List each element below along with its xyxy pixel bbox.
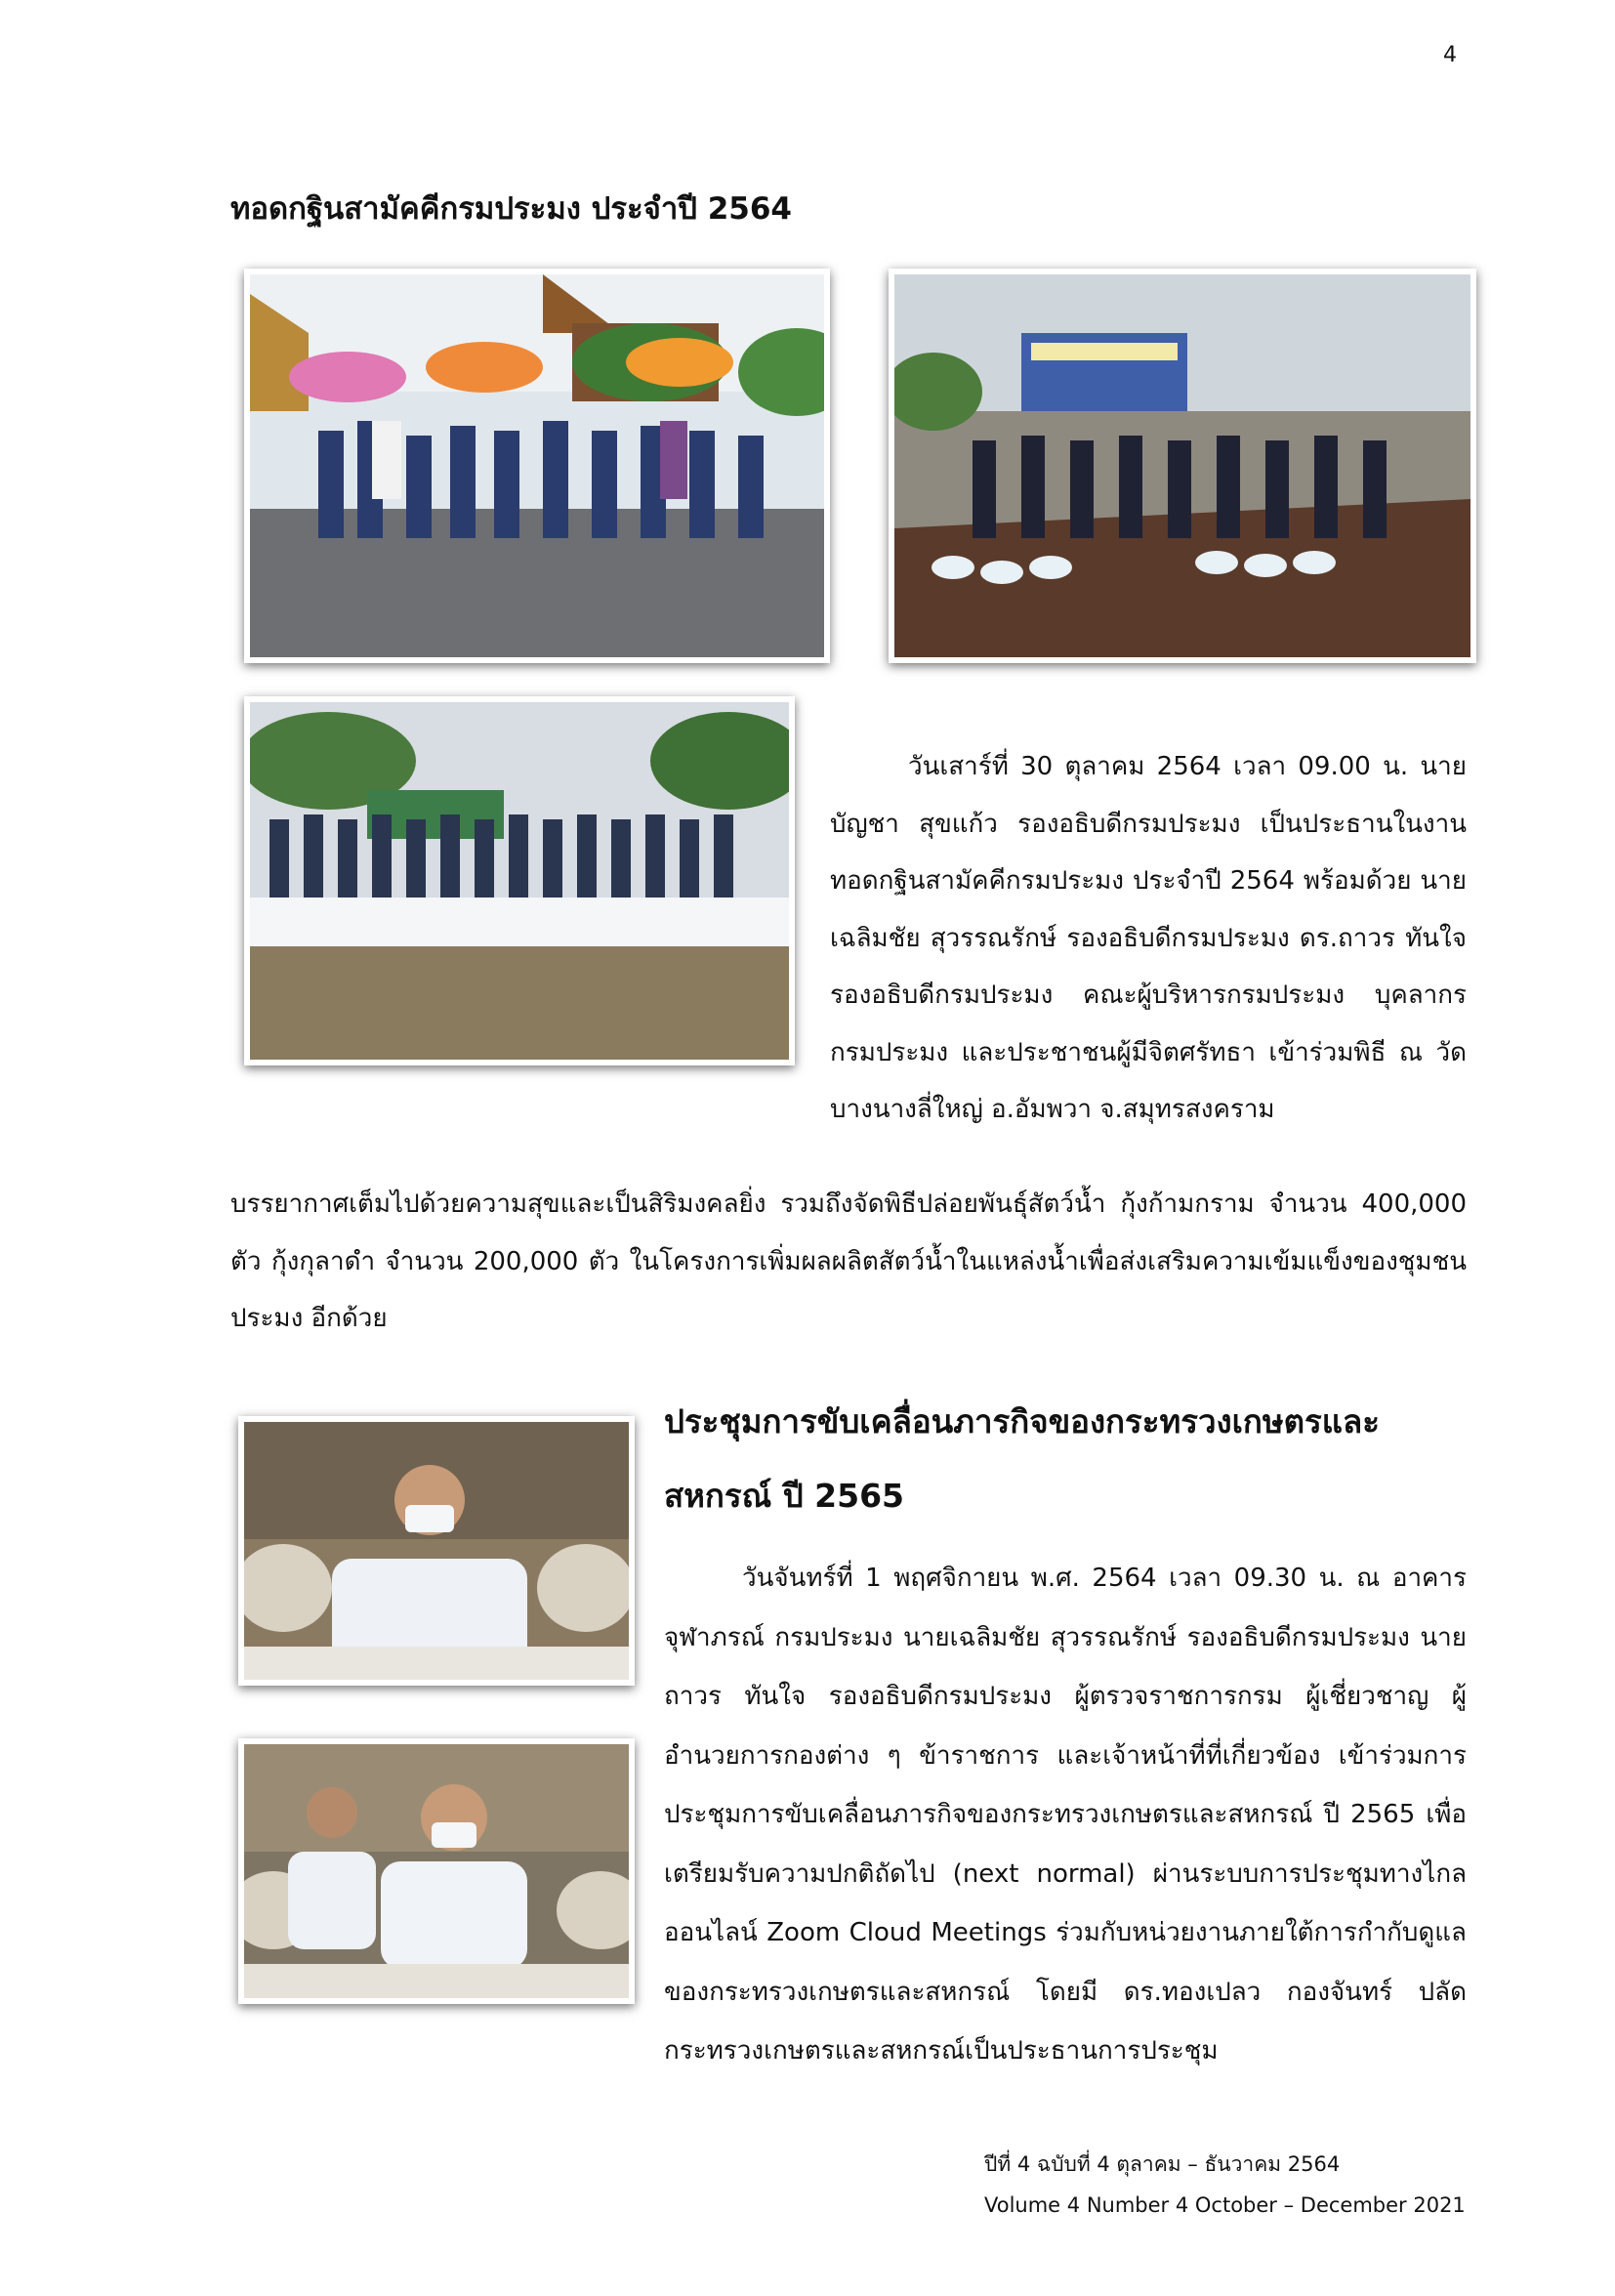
kathin-paragraph-lead: วันเสาร์ที่ 30 ตุลาคม 2564 เวลา 09.00 น. นายบัญชา สุขแก้ว รองอธิบดีกรมประมง เป็นประธานในงาน ทอดกฐินสามัคคีกรมประมง ประจำปี 2564 พร้อมด้วย นายเฉลิมชัย สุวรรณรักษ์ รองอธิบดีกรมประมง ดร.ถาวร ทันใจ รองอธิบดีกรมประมง คณะผู้บริหารกรมประมง บุคลากรกรมประมง และประชาชนผู้มีจิตศรัทธา เข้าร่วมพิธี ณ วัดบางนางลี่ใหญ่ อ.อัมพวา จ.สมุทรสงคราม bbox=[830, 752, 1467, 1124]
photo-group-riverside bbox=[244, 696, 795, 1065]
section-title-kathin: ทอดกฐินสามัคคีกรมประมง ประจำปี 2564 bbox=[230, 191, 792, 227]
photo-kathin-procession bbox=[244, 269, 830, 663]
photo-meeting-officer-1 bbox=[238, 1416, 635, 1686]
page-number: 4 bbox=[1443, 43, 1457, 67]
photo-fish-release-pier bbox=[889, 269, 1476, 663]
meeting-paragraph: วันจันทร์ที่ 1 พฤศจิกายน พ.ศ. 2564 เวลา 09.30 น. ณ อาคารจุฬาภรณ์ กรมประมง นายเฉลิมชัย สุวรรณรักษ์ รองอธิบดีกรมประมง นายถาวร ทันใจ รองอธิบดีกรมประมง ผู้ตรวจราชการกรม ผู้เชี่ยวชาญ ผู้อำนวยการกองต่าง ๆ ข้าราชการ และเจ้าหน้าที่ที่เกี่ยวข้อง เข้าร่วมการประชุมการขับเคลื่อนภารกิจของกระทรวงเกษตรและสหกรณ์ ปี 2565 เพื่อเตรียมรับความปกติถัดไป (next normal) ผ่านระบบการประชุมทางไกลออนไลน์ Zoom Cloud Meetings ร่วมกับหน่วยงานภายใต้การกำกับดูแลของกระทรวงเกษตรและสหกรณ์ โดยมี ดร.ทองเปลว กองจันทร์ ปลัดกระทรวงเกษตรและสหกรณ์เป็นประธานการประชุม bbox=[664, 1564, 1467, 2066]
section-title-meeting: ประชุมการขับเคลื่อนภารกิจของกระทรวงเกษตรและสหกรณ์ ปี 2565 bbox=[664, 1402, 1380, 1515]
kathin-paragraph-continued: บรรยากาศเต็มไปด้วยความสุขและเป็นสิริมงคลยิ่ง รวมถึงจัดพิธีปล่อยพันธุ์สัตว์น้ำ กุ้งก้ามกราม จำนวน 400,000 ตัว กุ้งกุลาดำ จำนวน 200,000 ตัว ในโครงการเพิ่มผลผลิตสัตว์น้ำในแหล่งน้ำเพื่อส่งเสริมความเข้มแข็งของชุมชนประมง อีกด้วย bbox=[230, 1190, 1467, 1333]
footer-issue-english: Volume 4 Number 4 October – December 2021 bbox=[984, 2193, 1466, 2217]
footer-issue-thai: ปีที่ 4 ฉบับที่ 4 ตุลาคม – ธันวาคม 2564 bbox=[984, 2152, 1341, 2176]
photo-meeting-officer-2 bbox=[238, 1738, 635, 2004]
